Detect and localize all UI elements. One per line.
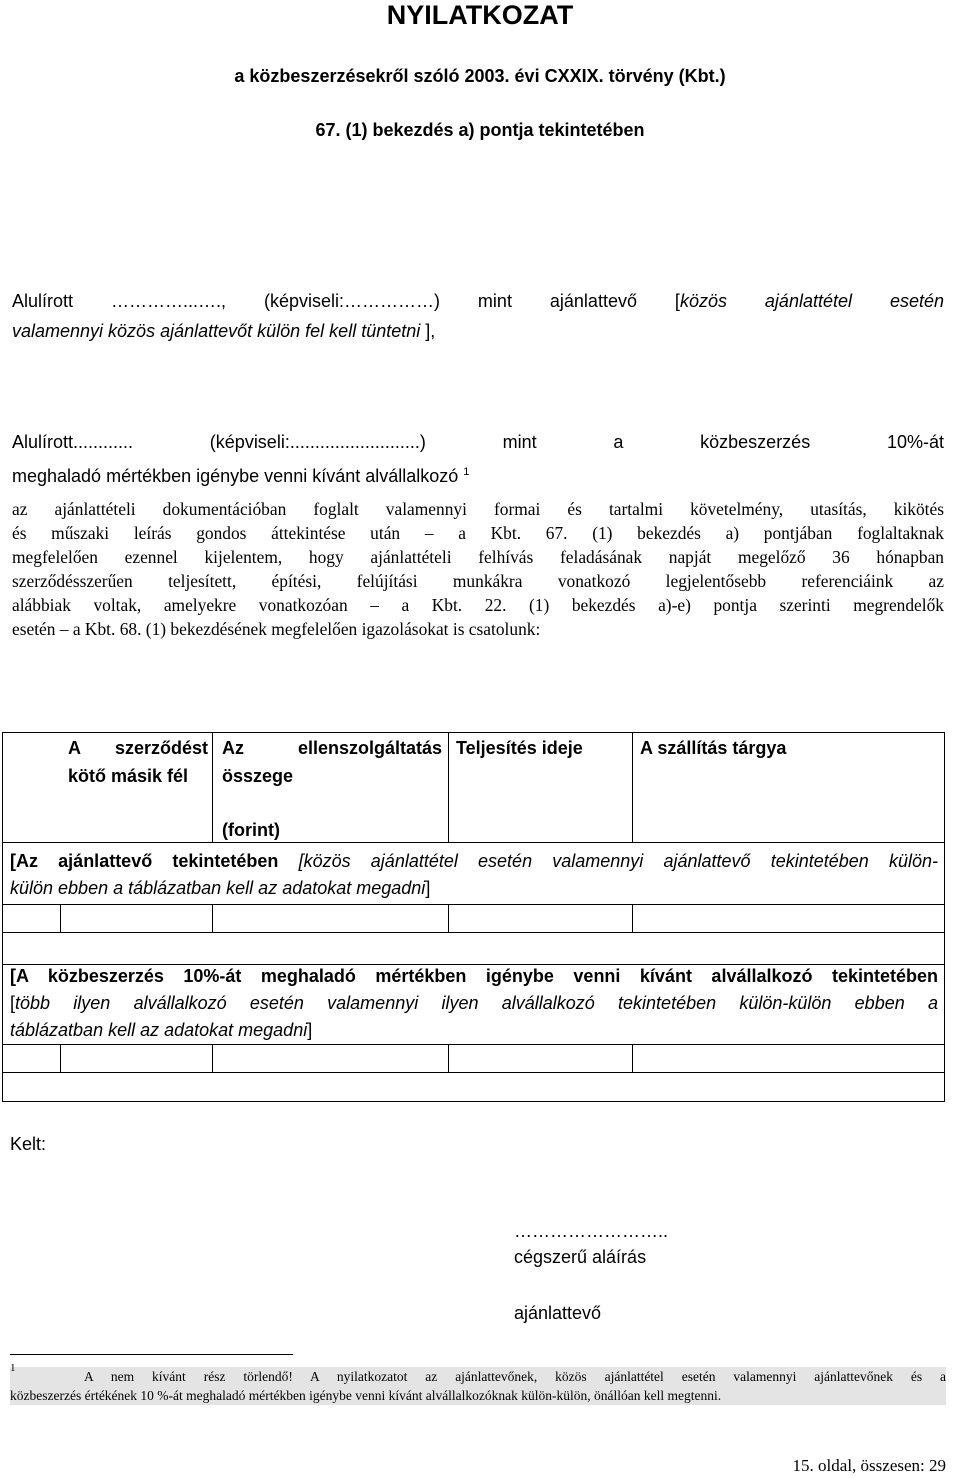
statement-line: és műszaki leírás gondos áttekintése után – a Kbt. 67. (1) bekezdés a) pontjában foglaltaknak: [12, 523, 944, 543]
signature-label: cégszerű aláírás: [514, 1247, 647, 1267]
table-border-bottom: [2, 1101, 945, 1102]
column-header-date: Teljesítés ideje: [456, 738, 583, 758]
section-subcontractor: [10, 963, 938, 1044]
page-number: 15. oldal, összesen: 29: [792, 1456, 946, 1475]
section-subcontractor-line: [10, 963, 938, 990]
statement-line: esetén – a Kbt. 68. (1) bekezdésének megfelelően igazolásokat is csatolunk:: [12, 619, 541, 639]
footnote-text: A nem kívánt rész törlendő! A nyilatkozatot az ajánlattevőnek, közös ajánlattétel esetén valamennyi ajánlattevőnek és a: [84, 1369, 946, 1384]
signature-dots: ……………………..: [514, 1221, 669, 1241]
column-header-party: [68, 734, 208, 790]
column-header-amount-line: összege: [222, 766, 294, 786]
column-divider: [212, 904, 213, 932]
declarant-line-1: [12, 286, 944, 316]
column-header-party-line: A szerződést: [68, 738, 208, 758]
section-bidder-title: [Az ajánlattevő tekintetében: [10, 851, 299, 871]
statement-paragraph: [12, 497, 944, 641]
column-divider: [448, 732, 449, 842]
footnote-separator: [10, 1354, 293, 1355]
column-header-amount-line: Az ellenszolgáltatás: [222, 738, 442, 758]
declarant-note: közös ajánlattétel esetén: [679, 291, 944, 311]
section-subcontractor-note: több ilyen alvállalkozó esetén valamennyi ilyen alvállalkozó tekintetében külön-külön ebben a: [15, 993, 938, 1013]
declarant-text: Alulírott …………...…., (képviseli:……………) mint ajánlattevő [: [12, 291, 680, 311]
declarant-line-2: [12, 316, 944, 346]
section-subcontractor-note: táblázatban kell az adatokat megadni: [10, 1020, 308, 1040]
column-divider: [60, 904, 61, 932]
law-reference: a közbeszerzésekről szóló 2003. évi CXXIX. törvény (Kbt.): [234, 66, 726, 86]
statement-line: megfelelően ezennel kijelentem, hogy ajánlattételi felhívás feladásának napját megelőző 36 hónapban: [12, 547, 944, 567]
column-divider: [448, 904, 449, 932]
reference-table: [2, 732, 945, 1102]
column-divider: [632, 1044, 633, 1072]
column-divider: [212, 1044, 213, 1072]
table-border-top: [2, 732, 945, 733]
section-bidder-bracket: ]: [425, 878, 431, 898]
table-border-left: [2, 732, 3, 1102]
statement-line: alábbiak voltak, amelyekre vonatkozóan – a Kbt. 22. (1) bekezdés a)-e) pontja szerinti megrendelők: [12, 595, 944, 615]
table-rule: [2, 1044, 945, 1045]
section-bidder-note: külön ebben a táblázatban kell az adatokat megadni: [10, 878, 426, 898]
section-subcontractor-line: [10, 990, 938, 1017]
signer-role: ajánlattevő: [514, 1303, 602, 1323]
column-divider: [448, 1044, 449, 1072]
column-header-subject: A szállítás tárgya: [640, 738, 787, 758]
date-label: Kelt:: [10, 1134, 47, 1154]
section-subcontractor-title: [A közbeszerzés 10%-át meghaladó mértékben igénybe venni kívánt alvállalkozó tekintetében: [10, 966, 938, 986]
section-reference: 67. (1) bekezdés a) pontja tekintetében: [315, 120, 645, 140]
column-divider: [632, 732, 633, 842]
subcontractor-line-1: Alulírott............ (képviseli:..........................) mint a közbeszerzés 10%-át: [12, 432, 944, 452]
table-rule: [2, 932, 945, 933]
section-bidder-line: [10, 848, 938, 875]
footnote-number: 1: [10, 1362, 16, 1374]
footnote-line-2: közbeszerzés értékének 10 %-át meghaladó mértékben igénybe venni kívánt alvállalkozóknak külön-külön, önállóan kell megtenni.: [10, 1388, 722, 1403]
declarant-text-end: ],: [425, 321, 436, 341]
table-rule: [2, 904, 945, 905]
footnote-marker: 1: [463, 466, 470, 478]
statement-line: az ajánlattételi dokumentációban foglalt valamennyi formai és tartalmi követelmény, utasítás, kikötés: [12, 499, 944, 519]
column-header-amount: [222, 734, 442, 790]
subcontractor-text: meghaladó mértékben igénybe venni kívánt alvállalkozó: [12, 466, 464, 486]
section-bidder-line: [10, 875, 938, 902]
section-subcontractor-bracket: ]: [307, 1020, 313, 1040]
footnote: [10, 1362, 946, 1405]
column-header-amount-unit: (forint): [222, 820, 280, 840]
table-rule: [2, 842, 945, 843]
declarant-note-cont: valamennyi közös ajánlattevőt külön fel kell tüntetni: [12, 321, 426, 341]
subcontractor-line-2: [12, 457, 944, 491]
column-header-party-line: kötő másik fél: [68, 766, 189, 786]
section-bidder-note: [közös ajánlattétel esetén valamennyi ajánlattevő tekintetében külön-: [298, 851, 938, 871]
document-title: NYILATKOZAT: [386, 0, 574, 30]
column-divider: [60, 1044, 61, 1072]
section-subcontractor-line: [10, 1017, 938, 1044]
section-subcontractor-bracket: [: [10, 993, 16, 1013]
table-border-right: [944, 732, 945, 1102]
column-divider: [632, 904, 633, 932]
section-bidder: [10, 848, 938, 902]
column-divider: [212, 732, 213, 842]
statement-line: szerződésszerűen teljesített, építési, felújítási munkákra vonatkozó legjelentősebb referenciáink az: [12, 571, 944, 591]
table-rule: [2, 1072, 945, 1073]
footnote-line-1: [10, 1362, 946, 1386]
subcontractor-paragraph: [12, 427, 944, 491]
declarant-paragraph: [12, 286, 944, 346]
